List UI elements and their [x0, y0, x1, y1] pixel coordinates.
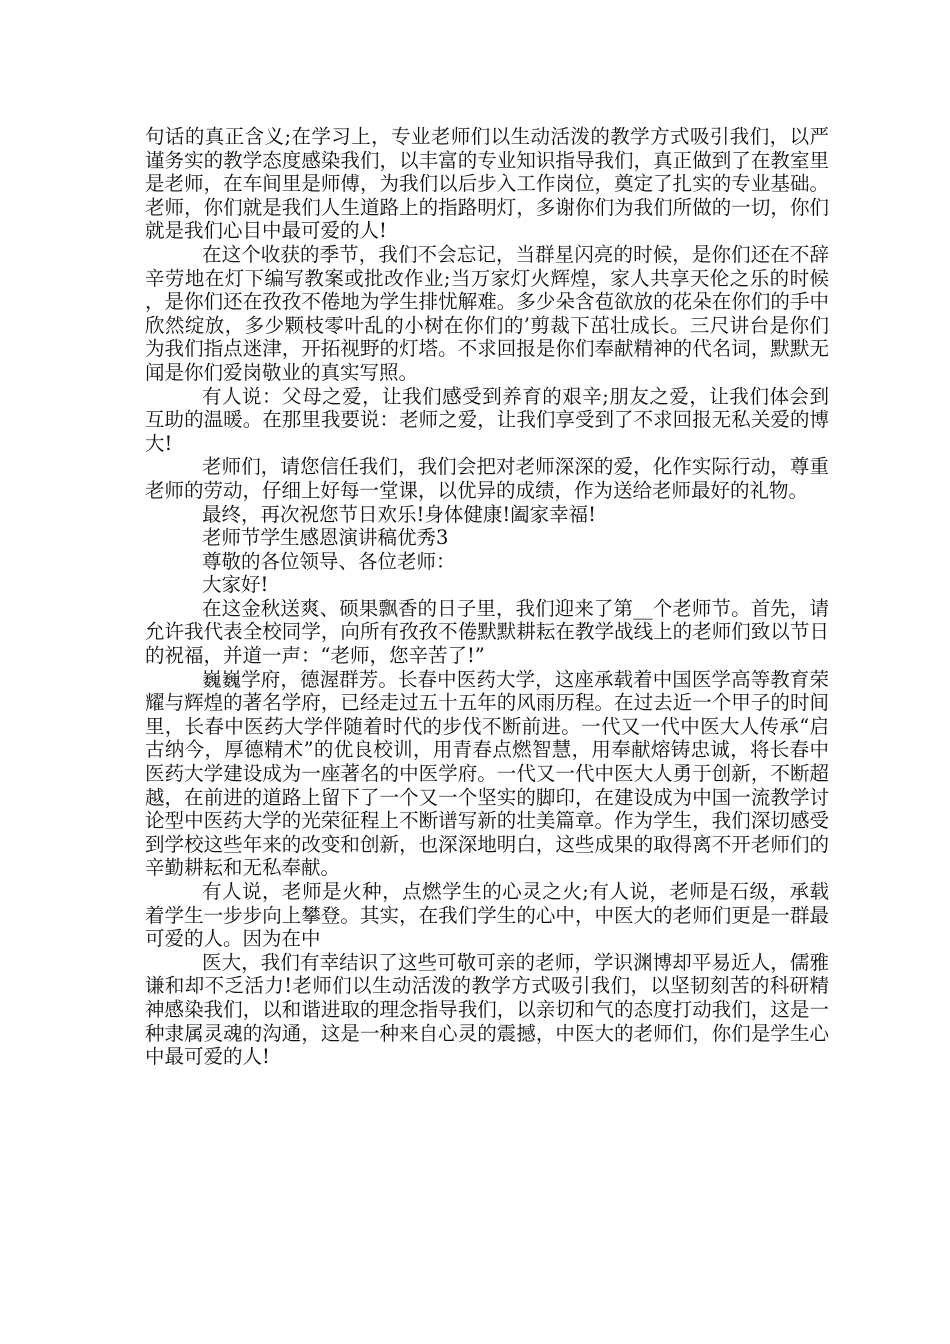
- section-heading: 老师节学生感恩演讲稿优秀3: [202, 526, 449, 550]
- paragraph: 老师们，请您信任我们，我们会把对老师深深的爱，化作实际行动，尊重老师的劳动，仔细上好每一堂课，以优异的成绩，作为送给老师最好的礼物。: [145, 455, 829, 502]
- salutation: 尊敬的各位领导、各位老师：: [202, 549, 456, 573]
- paragraph: 巍巍学府，德渥群芳。长春中医药大学，这座承载着中国医学高等教育荣耀与辉煌的著名学府，已经走过五十五年的风雨历程。在过去近一个甲子的时间里，长春中医药大学伴随着时代的步伐不断前进。一代又一代中医大人传承“启古纳今，厚德精术”的优良校训，用青春点燃智慧，用奉献熔铸忠诚，将长春中医药大学建设成为一座著名的中医学府。一代又一代中医大人勇于创新，不断超越，在前进的道路上留下了一个又一个坚实的脚印，在建设成为中国一流教学讨论型中医药大学的光荣征程上不断谱写新的壮美篇章。作为学生，我们深切感受到学校这些年来的改变和创新，也深深地明白，这些成果的取得离不开老师们的辛勤耕耘和无私奉献。: [145, 667, 829, 880]
- paragraph: 最终，再次祝您节日欢乐!身体健康!阖家幸福!: [202, 502, 597, 526]
- greeting: 大家好!: [202, 573, 269, 597]
- paragraph: 有人说：父母之爱，让我们感受到养育的艰辛;朋友之爱，让我们体会到互助的温暖。在那里我要说：老师之爱，让我们享受到了不求回报无私关爱的博大!: [145, 384, 829, 455]
- paragraph: 在这金秋送爽、硕果飘香的日子里，我们迎来了第__个老师节。首先，请允许我代表全校同学，向所有孜孜不倦默默耕耘在教学战线上的老师们致以节日的祝福，并道一声：“老师，您辛苦了!”: [145, 596, 829, 668]
- paragraph: 有人说，老师是火种，点燃学生的心灵之火;有人说，老师是石级，承载着学生一步步向上攀登。其实，在我们学生的心中，中医大的老师们更是一群最可爱的人。因为在中: [145, 880, 829, 951]
- paragraph: 句话的真正含义;在学习上，专业老师们以生动活泼的教学方式吸引我们，以严谨务实的教学态度感染我们，以丰富的专业知识指导我们，真正做到了在教室里是老师，在车间里是师傅，为我们以后步入工作岗位，奠定了扎实的专业基础。老师，你们就是我们人生道路上的指路明灯，多谢你们为我们所做的一切，你们就是我们心目中最可爱的人!: [145, 125, 829, 243]
- document-body: [145, 125, 829, 1069]
- paragraph: 医大，我们有幸结识了这些可敬可亲的老师，学识渊博却平易近人，儒雅谦和却不乏活力!老师们以生动活泼的教学方式吸引我们，以坚韧刻苦的科研精神感染我们，以和谐进取的理念指导我们，以亲切和气的态度打动我们，这是一种隶属灵魂的沟通，这是一种来自心灵的震撼，中医大的老师们，你们是学生心中最可爱的人!: [145, 950, 829, 1069]
- paragraph: 在这个收获的季节，我们不会忘记，当群星闪亮的时候，是你们还在不辞辛劳地在灯下编写教案或批改作业;当万家灯火辉煌，家人共享天伦之乐的时候，是你们还在孜孜不倦地为学生排忧解难。多少朵含苞欲放的花朵在你们的手中欣然绽放，多少颗枝零叶乱的小树在你们的’剪裁下茁壮成长。三尺讲台是你们为我们指点迷津，开拓视野的灯塔。不求回报是你们奉献精神的代名词，默默无闻是你们爱岗敬业的真实写照。: [145, 242, 829, 384]
